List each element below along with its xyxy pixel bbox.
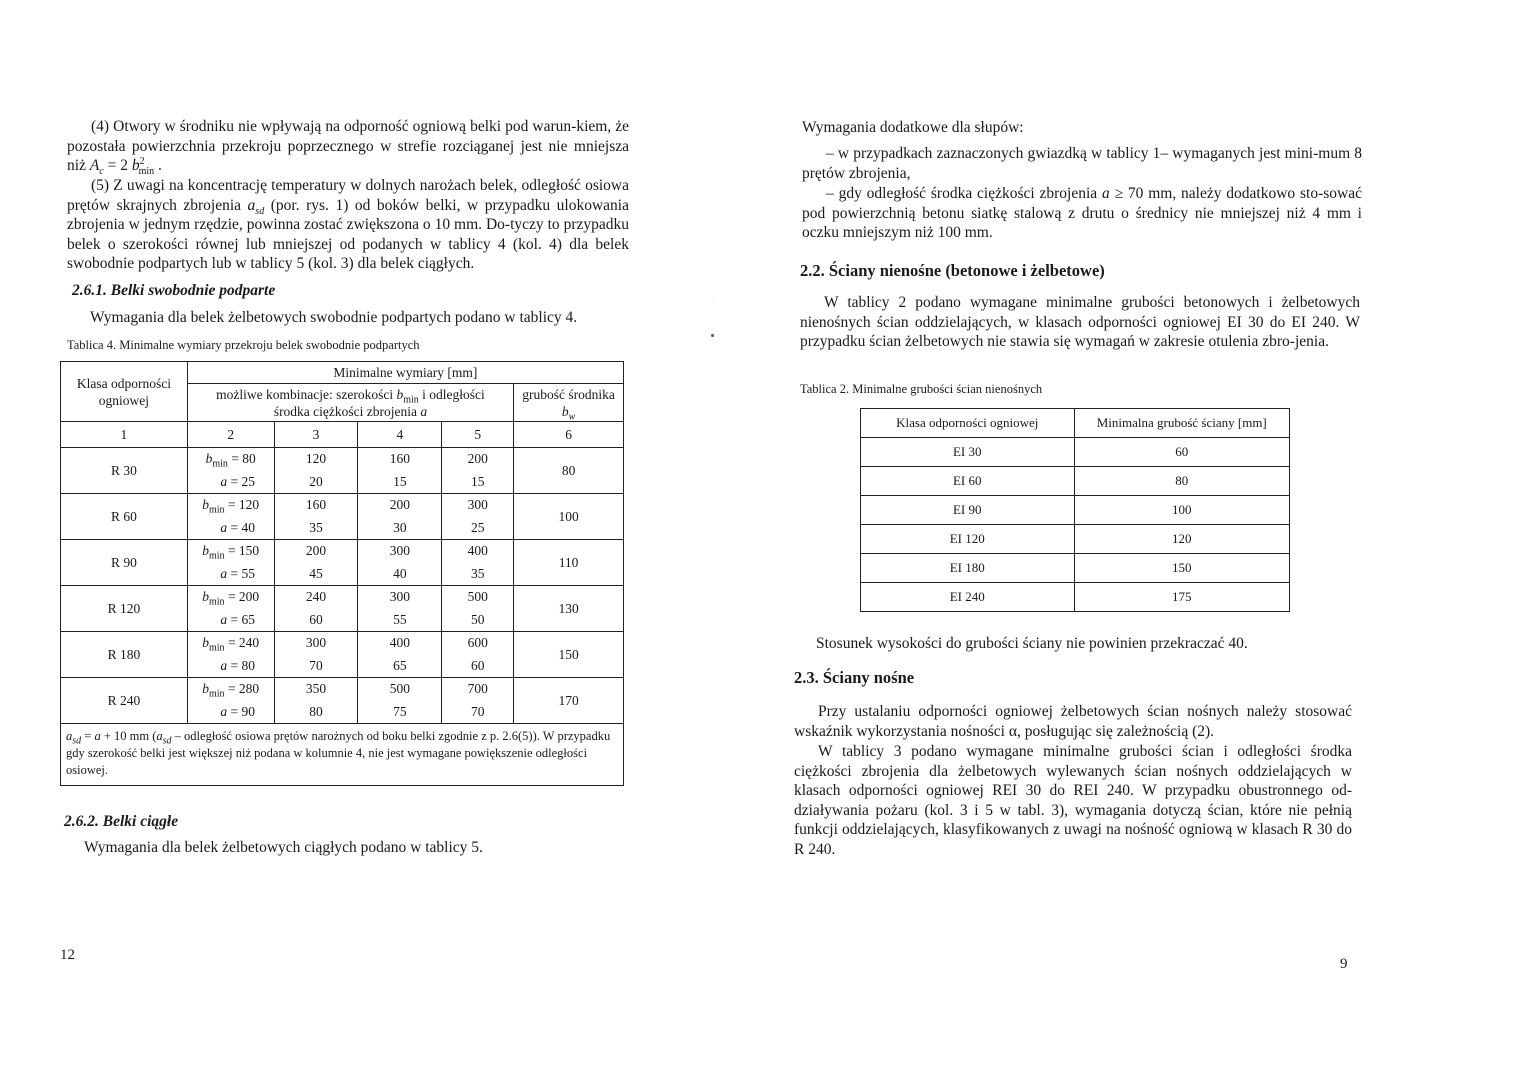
table-2-class-cell: EI 60 [861, 467, 1075, 496]
table-4-value-cell: 55 [358, 609, 442, 632]
table-4-bmin-cell: $b_{min} = 150$ [187, 540, 274, 563]
table-4-web-cell: 170 [514, 678, 624, 724]
table-4-value-cell: 160 [274, 494, 358, 517]
table-row [861, 525, 1290, 554]
table-4-class-cell: R 90 [61, 540, 188, 586]
table-4-value-cell: 80 [274, 701, 358, 724]
table-2 [860, 408, 1290, 612]
table-4-value-cell: 70 [274, 655, 358, 678]
table-row [861, 554, 1290, 583]
table-2-caption: Tablica 2. Minimalne grubości ścian nienośnych [800, 382, 1043, 396]
table-4-value-cell: 240 [274, 586, 358, 609]
heading-2-6-2: 2.6.2. Belki ciągłe [64, 813, 179, 830]
table-4-bmin-cell: $b_{min} = 120$ [187, 494, 274, 517]
table-2-thickness-cell: 80 [1074, 467, 1290, 496]
table-row [861, 583, 1290, 612]
table-row [61, 494, 624, 517]
table-4-value-cell: 20 [274, 471, 358, 494]
table-4-value-cell: 25 [442, 517, 514, 540]
table-2-thickness-cell: 100 [1074, 496, 1290, 525]
table-4-value-cell: 500 [358, 678, 442, 701]
table-2-thickness-cell: 150 [1074, 554, 1290, 583]
table-4-value-cell: 300 [442, 494, 514, 517]
table-4-bmin-cell: $b_{min} = 240$ [187, 632, 274, 655]
table-4-class-cell: R 120 [61, 586, 188, 632]
table-2-class-cell: EI 90 [861, 496, 1075, 525]
paragraph-2-3-b: W tablicy 3 podano wymagane minimalne grubości ścian i odległości środka ciężkości zbrojenia dla żelbetowych wylewanych ścian nośnych oddzielających w klasach odporności ogniowej REI 30 do REI 240. W przypadku obustronnego od-działywania pożaru (kol. 3 i 5 w tabl. 3), wymagania dotyczą ścian, które nie pełnią funkcji oddzielających, klasyfikowanych z uwagi na nośność ogniową w klasach R 30 do R 240. [794, 743, 1352, 858]
table-4-value-cell: 300 [358, 586, 442, 609]
table-4-web-cell: 130 [514, 586, 624, 632]
table-4-web-cell: 110 [514, 540, 624, 586]
table-2-class-cell: EI 30 [861, 438, 1075, 467]
table-4-web-cell: 150 [514, 632, 624, 678]
table-2-header-thickness: Minimalna grubość ściany [mm] [1074, 409, 1290, 438]
table-4-value-cell: 400 [442, 540, 514, 563]
table-4-value-cell: 600 [442, 632, 514, 655]
page-number-right: 9 [1340, 956, 1348, 972]
table-2-class-cell: EI 240 [861, 583, 1075, 612]
paragraph-5: (5) Z uwagi na koncentrację temperatury w dolnych narożach belek, odległość osiowa prętów skrajnych zbrojenia $a_{sd}$ (por. rys. 1) od boków belki, w przypadku ulokowania zbrojenia w jednym rzędzie, powinna zostać zwiększona o 10 mm. Do-tyczy to przypadku belek o szerokości równej lub mniejszej od podanych w tablicy 4 (kol. 4) dla belek swobodnie podpartych lub w tablicy 5 (kol. 3) dla belek ciągłych. [67, 177, 629, 273]
table-row [861, 438, 1290, 467]
table-4-class-cell: R 30 [61, 448, 188, 494]
paragraph-2-6-2: Wymagania dla belek żelbetowych ciągłych podano w tablicy 5. [84, 839, 483, 856]
table-4-value-cell: 60 [442, 655, 514, 678]
table-4-value-cell: 15 [442, 471, 514, 494]
gutter-mark [713, 298, 714, 299]
heading-2-6-1: 2.6.1. Belki swobodnie podparte [72, 282, 276, 299]
table-4-value-cell: 350 [274, 678, 358, 701]
table-row [61, 632, 624, 655]
paragraph-wall-ratio: Stosunek wysokości do grubości ściany nie powinien przekraczać 40. [816, 635, 1248, 652]
table-4-a-cell: a = 25 [187, 471, 274, 494]
table-4-value-cell: 500 [442, 586, 514, 609]
table-row [61, 586, 624, 609]
table-4-web-cell: 80 [514, 448, 624, 494]
table-4-value-cell: 65 [358, 655, 442, 678]
table-4-value-cell: 45 [274, 563, 358, 586]
table-4 [60, 361, 624, 786]
table-4-bmin-cell: $b_{min} = 80$ [187, 448, 274, 471]
table-4-web-cell: 100 [514, 494, 624, 540]
paragraph-2-3-a: Przy ustalaniu odporności ogniowej żelbetowych ścian nośnych należy stosować wskaźnik wykorzystania nośności α, posługując się zależnością (2). [794, 703, 1352, 740]
heading-2-3: 2.3. Ściany nośne [794, 668, 915, 687]
table-4-header-web: grubość środnika $b_w$ [514, 384, 624, 422]
table-4-value-cell: 60 [274, 609, 358, 632]
table-4-colnums: 1 2 3 4 5 6 [61, 422, 624, 448]
table-4-value-cell: 200 [442, 448, 514, 471]
paragraph-2-6-1: Wymagania dla belek żelbetowych swobodnie podpartych podano w tablicy 4. [90, 309, 578, 326]
table-2-thickness-cell: 175 [1074, 583, 1290, 612]
table-4-value-cell: 700 [442, 678, 514, 701]
table-4-a-cell: a = 65 [187, 609, 274, 632]
heading-2-2: 2.2. Ściany nienośne (betonowe i żelbetowe) [800, 261, 1105, 280]
table-row [861, 496, 1290, 525]
page-number-left: 12 [60, 947, 75, 963]
table-row [61, 540, 624, 563]
table-4-value-cell: 40 [358, 563, 442, 586]
table-4-class-cell: R 60 [61, 494, 188, 540]
table-4-value-cell: 400 [358, 632, 442, 655]
columns-requirement-1: – w przypadkach zaznaczonych gwiazdką w tablicy 1– wymaganych jest mini-mum 8 prętów zbrojenia, [802, 145, 1362, 182]
paragraph-4: (4) Otwory w środniku nie wpływają na odporność ogniową belki pod warun-kiem, że pozostała powierzchnia przekroju poprzecznego w strefie rozciąganej jest nie mniejsza niż $A_c = 2$ $b^2_{min}$ . [67, 118, 629, 178]
columns-requirements-intro: Wymagania dodatkowe dla słupów: [802, 119, 1024, 136]
table-4-value-cell: 50 [442, 609, 514, 632]
gutter-dot [711, 334, 714, 337]
table-2-class-cell: EI 120 [861, 525, 1075, 554]
table-4-value-cell: 15 [358, 471, 442, 494]
table-4-header-class: Klasa odporności ogniowej [61, 362, 188, 422]
table-4-header-combinations: możliwe kombinacje: szerokości $b_{min}$ i odległości środka ciężkości zbrojenia a [187, 384, 513, 422]
table-4-value-cell: 75 [358, 701, 442, 724]
table-row [861, 467, 1290, 496]
table-4-value-cell: 200 [358, 494, 442, 517]
table-4-value-cell: 35 [442, 563, 514, 586]
table-4-value-cell: 300 [274, 632, 358, 655]
table-4-caption: Tablica 4. Minimalne wymiary przekroju belek swobodnie podpartych [67, 338, 420, 352]
table-4-value-cell: 160 [358, 448, 442, 471]
table-4-value-cell: 200 [274, 540, 358, 563]
table-row [61, 448, 624, 471]
table-4-value-cell: 35 [274, 517, 358, 540]
table-4-note: $a_{sd} = a + 10$ mm ($a_{sd}$ – odległość osiowa prętów narożnych od boku belki zgodnie z p. 2.6(5)). W przypadku gdy szerokość belki jest większej niż podana w kolumnie 4, nie jest wymagane powiększenie odległości osiowej. [61, 724, 624, 786]
table-2-thickness-cell: 120 [1074, 525, 1290, 554]
table-4-value-cell: 300 [358, 540, 442, 563]
table-4-a-cell: a = 90 [187, 701, 274, 724]
table-2-thickness-cell: 60 [1074, 438, 1290, 467]
columns-requirement-2: – gdy odległość środka ciężkości zbrojenia a ≥ 70 mm, należy dodatkowo sto-sować pod powierzchnią betonu siatkę stalową z drutu o średnicy nie mniejszej niż 4 mm i oczku mniejszym niż 100 mm. [802, 185, 1362, 242]
table-4-class-cell: R 180 [61, 632, 188, 678]
table-4-value-cell: 70 [442, 701, 514, 724]
table-4-a-cell: a = 40 [187, 517, 274, 540]
table-4-bmin-cell: $b_{min} = 200$ [187, 586, 274, 609]
table-4-a-cell: a = 80 [187, 655, 274, 678]
table-2-header-class: Klasa odporności ogniowej [861, 409, 1075, 438]
paragraph-2-2: W tablicy 2 podano wymagane minimalne grubości betonowych i żelbetowych nienośnych ścian oddzielających, w klasach odporności ogniowej EI 30 do EI 240. W przypadku ścian żelbetowych nie stawia się wymagań w zakresie otulenia zbro-jenia. [800, 294, 1360, 351]
table-row [61, 678, 624, 701]
table-4-a-cell: a = 55 [187, 563, 274, 586]
table-4-value-cell: 30 [358, 517, 442, 540]
table-4-value-cell: 120 [274, 448, 358, 471]
table-4-class-cell: R 240 [61, 678, 188, 724]
table-4-bmin-cell: $b_{min} = 280$ [187, 678, 274, 701]
table-4-header-group: Minimalne wymiary [mm] [187, 362, 623, 384]
table-2-class-cell: EI 180 [861, 554, 1075, 583]
